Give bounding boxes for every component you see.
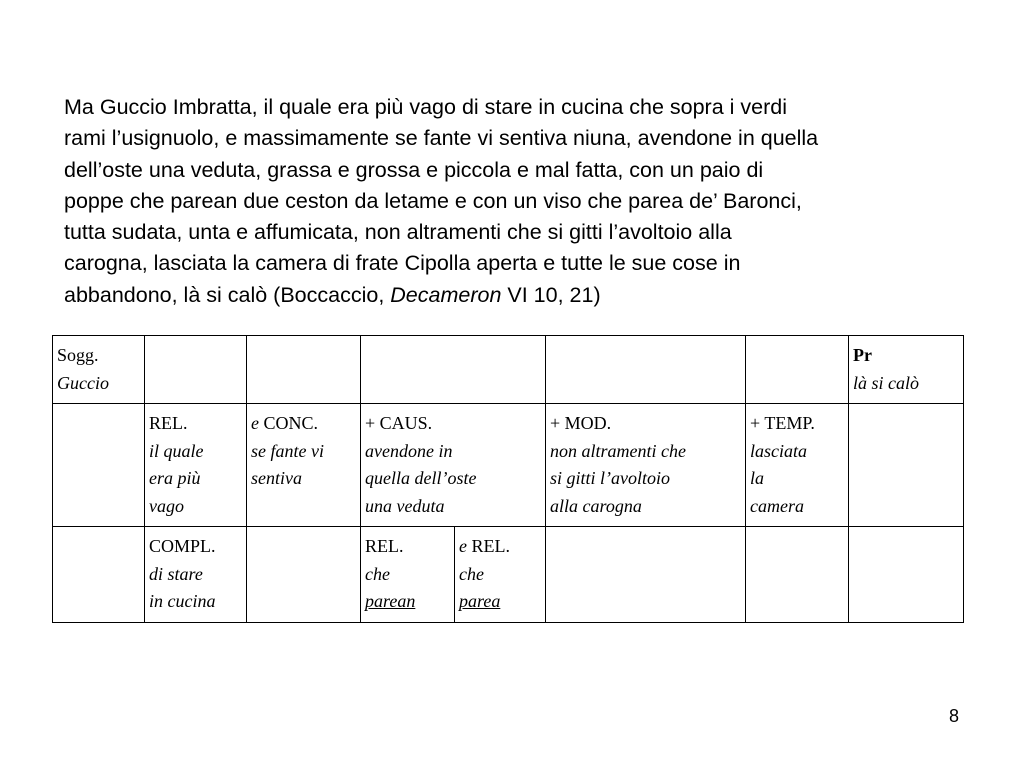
passage-citation-prefix: abbandono, là si calò (Boccaccio, xyxy=(64,282,391,307)
passage-last-line xyxy=(64,280,974,311)
passage-line: poppe che parean due ceston da letame e con un viso che parea de’ Baronci, xyxy=(64,188,802,213)
predicate-text: là si calò xyxy=(853,372,919,393)
clause-verb-underlined: parean xyxy=(365,591,416,611)
cell-relative-clause xyxy=(145,404,247,527)
clause-text-line: alla carogna xyxy=(550,495,642,516)
cell-subject xyxy=(53,336,145,404)
subject-label: Sogg. xyxy=(57,345,99,365)
cell-empty xyxy=(53,527,145,623)
page-number: 8 xyxy=(949,706,960,726)
passage-text xyxy=(64,92,974,311)
clause-label: COMPL. xyxy=(149,536,216,556)
clause-text-line: era più xyxy=(149,468,201,488)
conjunction: e xyxy=(251,413,259,433)
cell-modal-clause xyxy=(546,404,746,527)
clause-label: REL. xyxy=(365,536,404,556)
passage-work-title: Decameron xyxy=(390,282,502,307)
passage-line: tutta sudata, unta e affumicata, non altramenti che si gitti l’avoltoio alla xyxy=(64,220,732,245)
clause-text-line: camera xyxy=(750,495,804,516)
clause-label: e REL. xyxy=(459,536,510,556)
table-row-main-clause xyxy=(53,336,964,404)
clause-text-line: il quale xyxy=(149,440,204,461)
table-row-first-level xyxy=(53,404,964,527)
cell-temporal-clause xyxy=(746,404,849,527)
cell-concessive-clause xyxy=(247,404,361,527)
passage-line: Ma Guccio Imbratta, il quale era più vago di stare in cucina che sopra i verdi xyxy=(64,95,788,119)
predicate-label: Pr xyxy=(853,345,872,365)
clause-text-line: se fante vi xyxy=(251,440,324,461)
cell-empty xyxy=(361,336,546,404)
clause-text-line: avendone in xyxy=(365,440,453,461)
cell-empty xyxy=(546,336,746,404)
clause-text-line: che xyxy=(365,563,390,584)
cell-relative-clause-parean xyxy=(361,527,455,623)
clause-text-line: di stare xyxy=(149,563,203,584)
cell-complement-clause xyxy=(145,527,247,623)
clause-text-line: lasciata xyxy=(750,440,807,461)
clause-text-line: in cucina xyxy=(149,591,216,611)
cell-empty xyxy=(546,527,746,623)
cell-empty xyxy=(746,527,849,623)
clause-text-line: non altramenti che xyxy=(550,440,686,461)
cell-empty xyxy=(53,404,145,527)
cell-predicate xyxy=(849,336,964,404)
clause-label: e CONC. xyxy=(251,413,319,433)
cell-empty xyxy=(849,404,964,527)
syntax-analysis-table xyxy=(52,335,964,623)
clause-text-line: una veduta xyxy=(365,495,445,516)
cell-relative-clause-parea xyxy=(455,527,546,623)
passage-line: dell’oste una veduta, grassa e grossa e piccola e mal fatta, con un paio di xyxy=(64,157,764,182)
clause-text-line: sentiva xyxy=(251,468,302,488)
clause-text-line: che xyxy=(459,563,484,584)
clause-label: + CAUS. xyxy=(365,413,433,433)
clause-label: + MOD. xyxy=(550,413,612,433)
passage-line: carogna, lasciata la camera di frate Cipolla aperta e tutte le sue cose in xyxy=(64,251,741,276)
clause-label: REL. xyxy=(149,413,188,433)
cell-empty xyxy=(247,336,361,404)
clause-text-line: la xyxy=(750,468,765,488)
subject-word: Guccio xyxy=(57,372,109,393)
clause-text-line: quella dell’oste xyxy=(365,468,477,488)
cell-empty xyxy=(849,527,964,623)
clause-text-line: si gitti l’avoltoio xyxy=(550,468,670,488)
cell-causal-clause xyxy=(361,404,546,527)
clause-verb-underlined: parea xyxy=(459,591,501,611)
clause-label: + TEMP. xyxy=(750,413,815,433)
passage-line: rami l’usignuolo, e massimamente se fante vi sentiva niuna, avendone in quella xyxy=(64,126,819,151)
clause-text-line: vago xyxy=(149,495,184,516)
conjunction: e xyxy=(459,536,467,556)
passage-citation-suffix: VI 10, 21) xyxy=(501,282,601,307)
table-row-second-level xyxy=(53,527,964,623)
cell-empty xyxy=(746,336,849,404)
cell-empty xyxy=(145,336,247,404)
cell-empty xyxy=(247,527,361,623)
